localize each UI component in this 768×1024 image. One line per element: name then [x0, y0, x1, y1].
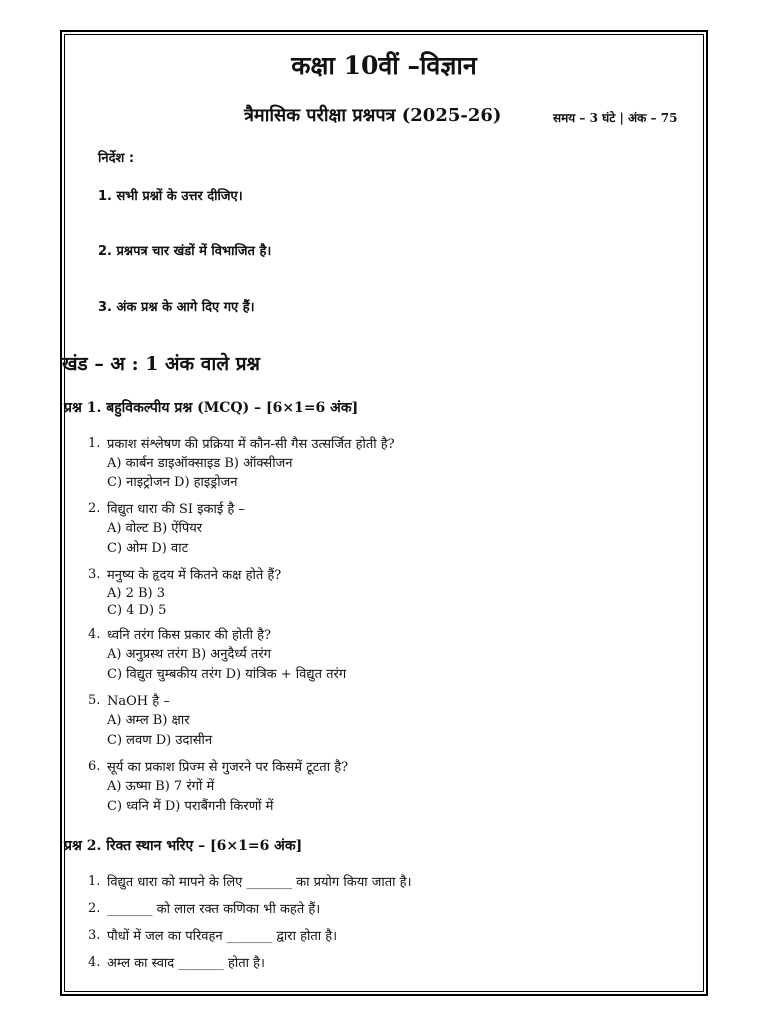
mcq-options-line: C) ध्वनि में D) पराबैंगनी किरणों में: [107, 799, 274, 814]
exam-meta: समय – 3 घंटे | अंक – 75: [553, 111, 678, 125]
mcq-question: मनुष्य के हृदय में कितने कक्ष होते हैं?: [107, 568, 282, 583]
instruction-item: 2. प्रश्नपत्र चार खंडों में विभाजित है।: [98, 244, 272, 259]
blank-item: पौधों में जल का परिवहन _______ द्वारा होता है।: [107, 929, 338, 944]
mcq-question: विद्युत धारा की SI इकाई है –: [107, 502, 245, 517]
mcq-options-line: C) नाइट्रोजन D) हाइड्रोजन: [107, 475, 238, 490]
mcq-question: NaOH है –: [107, 694, 170, 709]
mcq-number: 1.: [88, 436, 101, 451]
mcq-question: ध्वनि तरंग किस प्रकार की होती है?: [107, 628, 272, 643]
section-heading: खंड – अ : 1 अंक वाले प्रश्न: [62, 353, 260, 375]
blank-number: 2.: [88, 901, 101, 916]
blank-number: 1.: [88, 874, 101, 889]
blank-number: 3.: [88, 928, 101, 943]
mcq-options-line: A) 2 B) 3: [107, 586, 166, 601]
mcq-options-line: A) कार्बन डाइऑक्साइड B) ऑक्सीजन: [107, 456, 293, 471]
mcq-options-line: A) ऊष्मा B) 7 रंगों में: [107, 779, 215, 794]
question-2-heading: प्रश्न 2. रिक्त स्थान भरिए – [6×1=6 अंक]: [64, 838, 303, 854]
instructions-heading: निर्देश :: [98, 151, 135, 166]
blank-item: विद्युत धारा को मापने के लिए _______ का प्रयोग किया जाता है।: [107, 875, 412, 890]
page-title: कक्षा 10वीं –विज्ञान: [291, 51, 477, 80]
mcq-number: 2.: [88, 501, 101, 516]
instruction-item: 1. सभी प्रश्नों के उत्तर दीजिए।: [98, 189, 243, 204]
mcq-number: 4.: [88, 627, 101, 642]
mcq-options-line: C) लवण D) उदासीन: [107, 733, 213, 748]
exam-subtitle: त्रैमासिक परीक्षा प्रश्नपत्र (2025-26): [244, 105, 502, 126]
mcq-number: 3.: [88, 567, 101, 582]
blank-number: 4.: [88, 955, 101, 970]
blank-item: _______ को लाल रक्त कणिका भी कहते हैं।: [107, 902, 321, 917]
mcq-options-line: A) अनुप्रस्थ तरंग B) अनुदैर्ध्य तरंग: [107, 647, 271, 662]
mcq-options-line: C) 4 D) 5: [107, 603, 167, 618]
mcq-question: प्रकाश संश्लेषण की प्रक्रिया में कौन-सी गैस उत्सर्जित होती है?: [107, 437, 395, 452]
mcq-options-line: C) विद्युत चुम्बकीय तरंग D) यांत्रिक + विद्युत तरंग: [107, 667, 347, 682]
instruction-item: 3. अंक प्रश्न के आगे दिए गए हैं।: [98, 300, 255, 315]
mcq-number: 5.: [88, 693, 101, 708]
question-1-heading: प्रश्न 1. बहुविकल्पीय प्रश्न (MCQ) – [6×1=6 अंक]: [64, 400, 359, 416]
mcq-question: सूर्य का प्रकाश प्रिज्म से गुजरने पर किसमें टूटता है?: [107, 760, 349, 775]
mcq-number: 6.: [88, 759, 101, 774]
blank-item: अम्ल का स्वाद _______ होता है।: [107, 956, 265, 971]
mcq-options-line: A) वोल्ट B) ऐंपियर: [107, 521, 203, 536]
mcq-options-line: C) ओम D) वाट: [107, 541, 189, 556]
mcq-options-line: A) अम्ल B) क्षार: [107, 713, 190, 728]
